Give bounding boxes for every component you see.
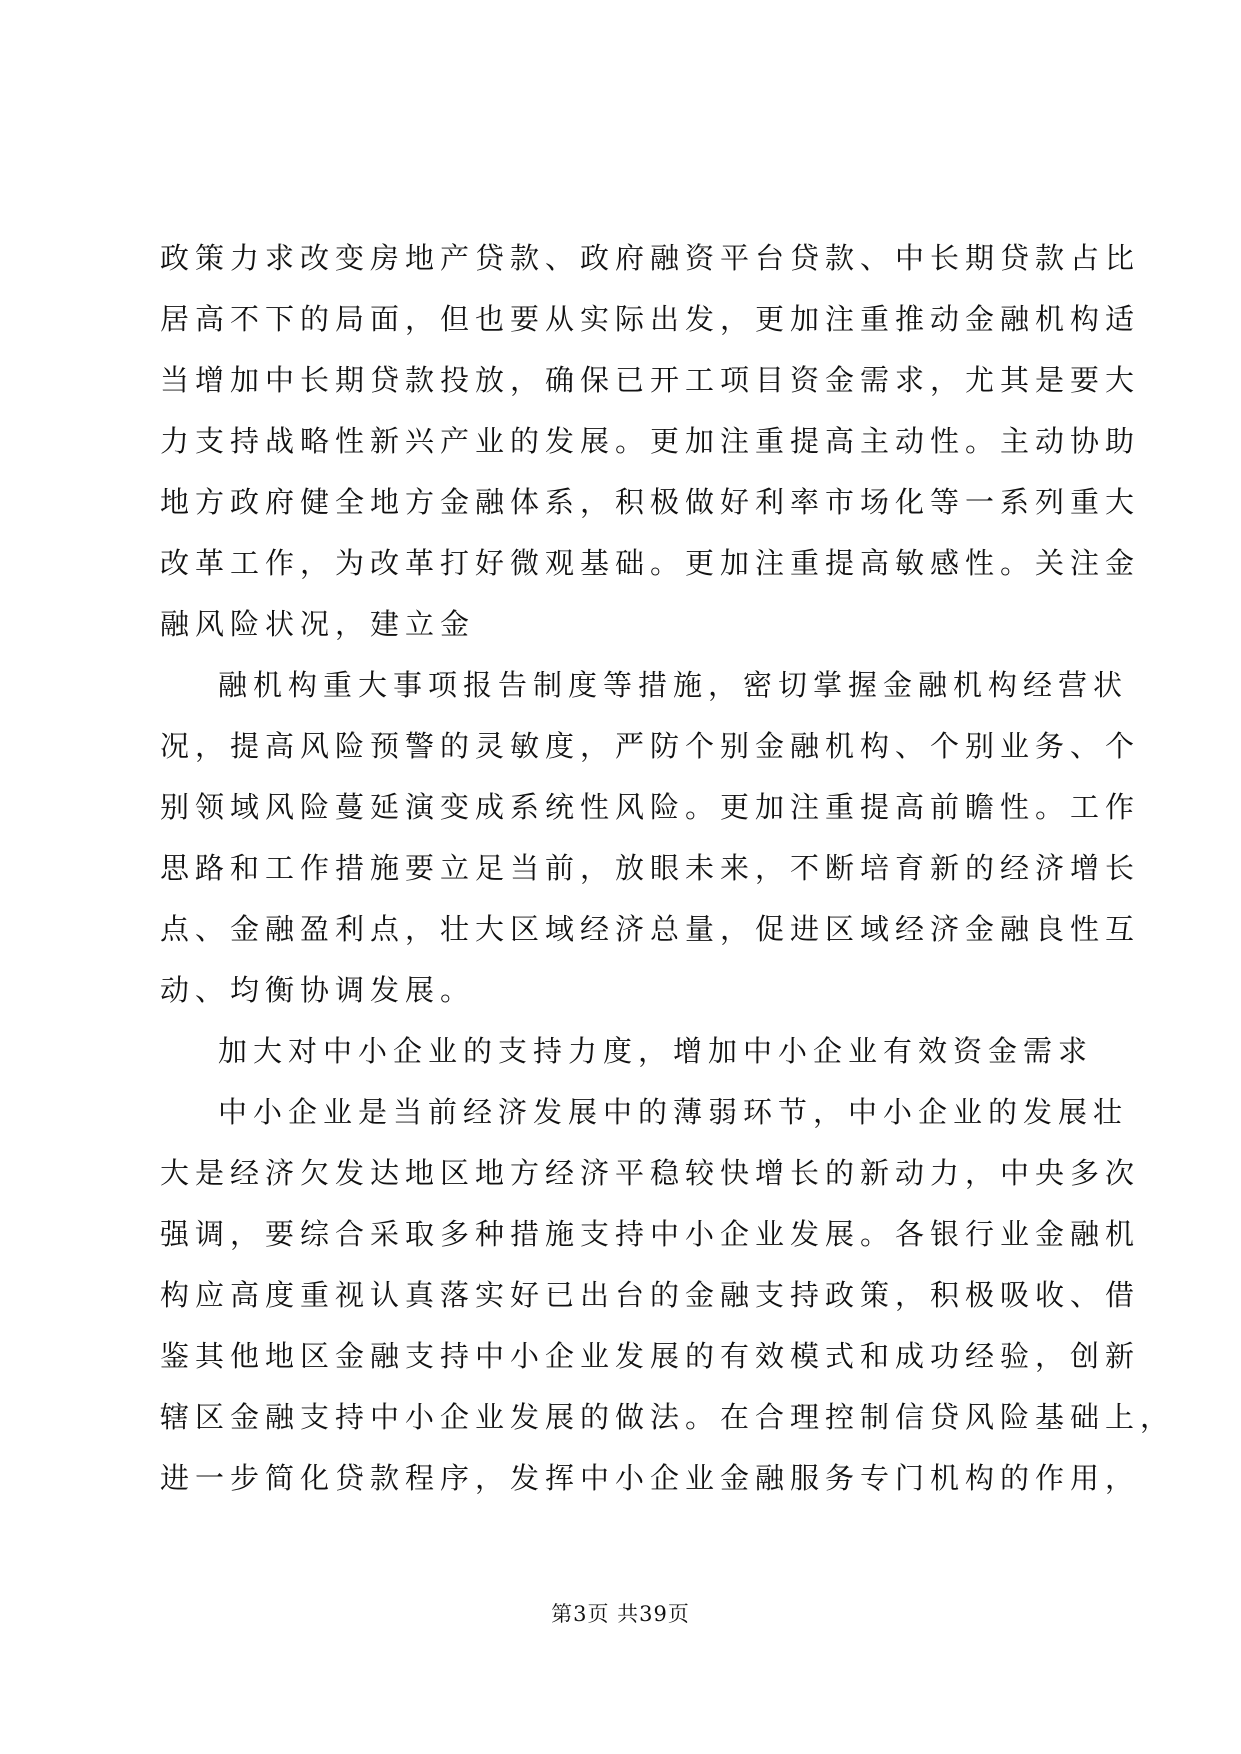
document-body [160, 228, 1176, 1509]
text-line: 力支持战略性新兴产业的发展。更加注重提高主动性。主动协助 [160, 424, 1141, 458]
text-line: 中小企业是当前经济发展中的薄弱环节，中小企业的发展壮 [218, 1095, 1129, 1129]
text-line: 大是经济欠发达地区地方经济平稳较快增长的新动力，中央多次 [160, 1156, 1141, 1190]
text-line: 融风险状况，建立金 [160, 607, 476, 641]
text-line: 当增加中长期贷款投放，确保已开工项目资金需求，尤其是要大 [160, 363, 1141, 397]
section-heading: 加大对中小企业的支持力度，增加中小企业有效资金需求 [218, 1034, 1094, 1068]
text-line: 构应高度重视认真落实好已出台的金融支持政策，积极吸收、借 [160, 1278, 1141, 1312]
text-line: 进一步简化贷款程序，发挥中小企业金融服务专门机构的作用， [160, 1461, 1141, 1495]
text-line: 居高不下的局面，但也要从实际出发，更加注重推动金融机构适 [160, 302, 1141, 336]
text-line: 改革工作，为改革打好微观基础。更加注重提高敏感性。关注金 [160, 546, 1141, 580]
text-line: 况，提高风险预警的灵敏度，严防个别金融机构、个别业务、个 [160, 729, 1141, 763]
text-line: 鉴其他地区金融支持中小企业发展的有效模式和成功经验，创新 [160, 1339, 1141, 1373]
text-line: 地方政府健全地方金融体系，积极做好利率市场化等一系列重大 [160, 485, 1141, 519]
text-line: 思路和工作措施要立足当前，放眼未来，不断培育新的经济增长 [160, 851, 1141, 885]
text-line: 别领域风险蔓延演变成系统性风险。更加注重提高前瞻性。工作 [160, 790, 1141, 824]
text-line: 政策力求改变房地产贷款、政府融资平台贷款、中长期贷款占比 [160, 241, 1141, 275]
text-line: 点、金融盈利点，壮大区域经济总量，促进区域经济金融良性互 [160, 912, 1141, 946]
text-line: 辖区金融支持中小企业发展的做法。在合理控制信贷风险基础上， [160, 1400, 1176, 1434]
page-number-footer: 第3页 共39页 [551, 1602, 690, 1626]
text-line: 融机构重大事项报告制度等措施，密切掌握金融机构经营状 [218, 668, 1129, 702]
text-line: 动、均衡协调发展。 [160, 973, 476, 1007]
text-line: 强调，要综合采取多种措施支持中小企业发展。各银行业金融机 [160, 1217, 1141, 1251]
